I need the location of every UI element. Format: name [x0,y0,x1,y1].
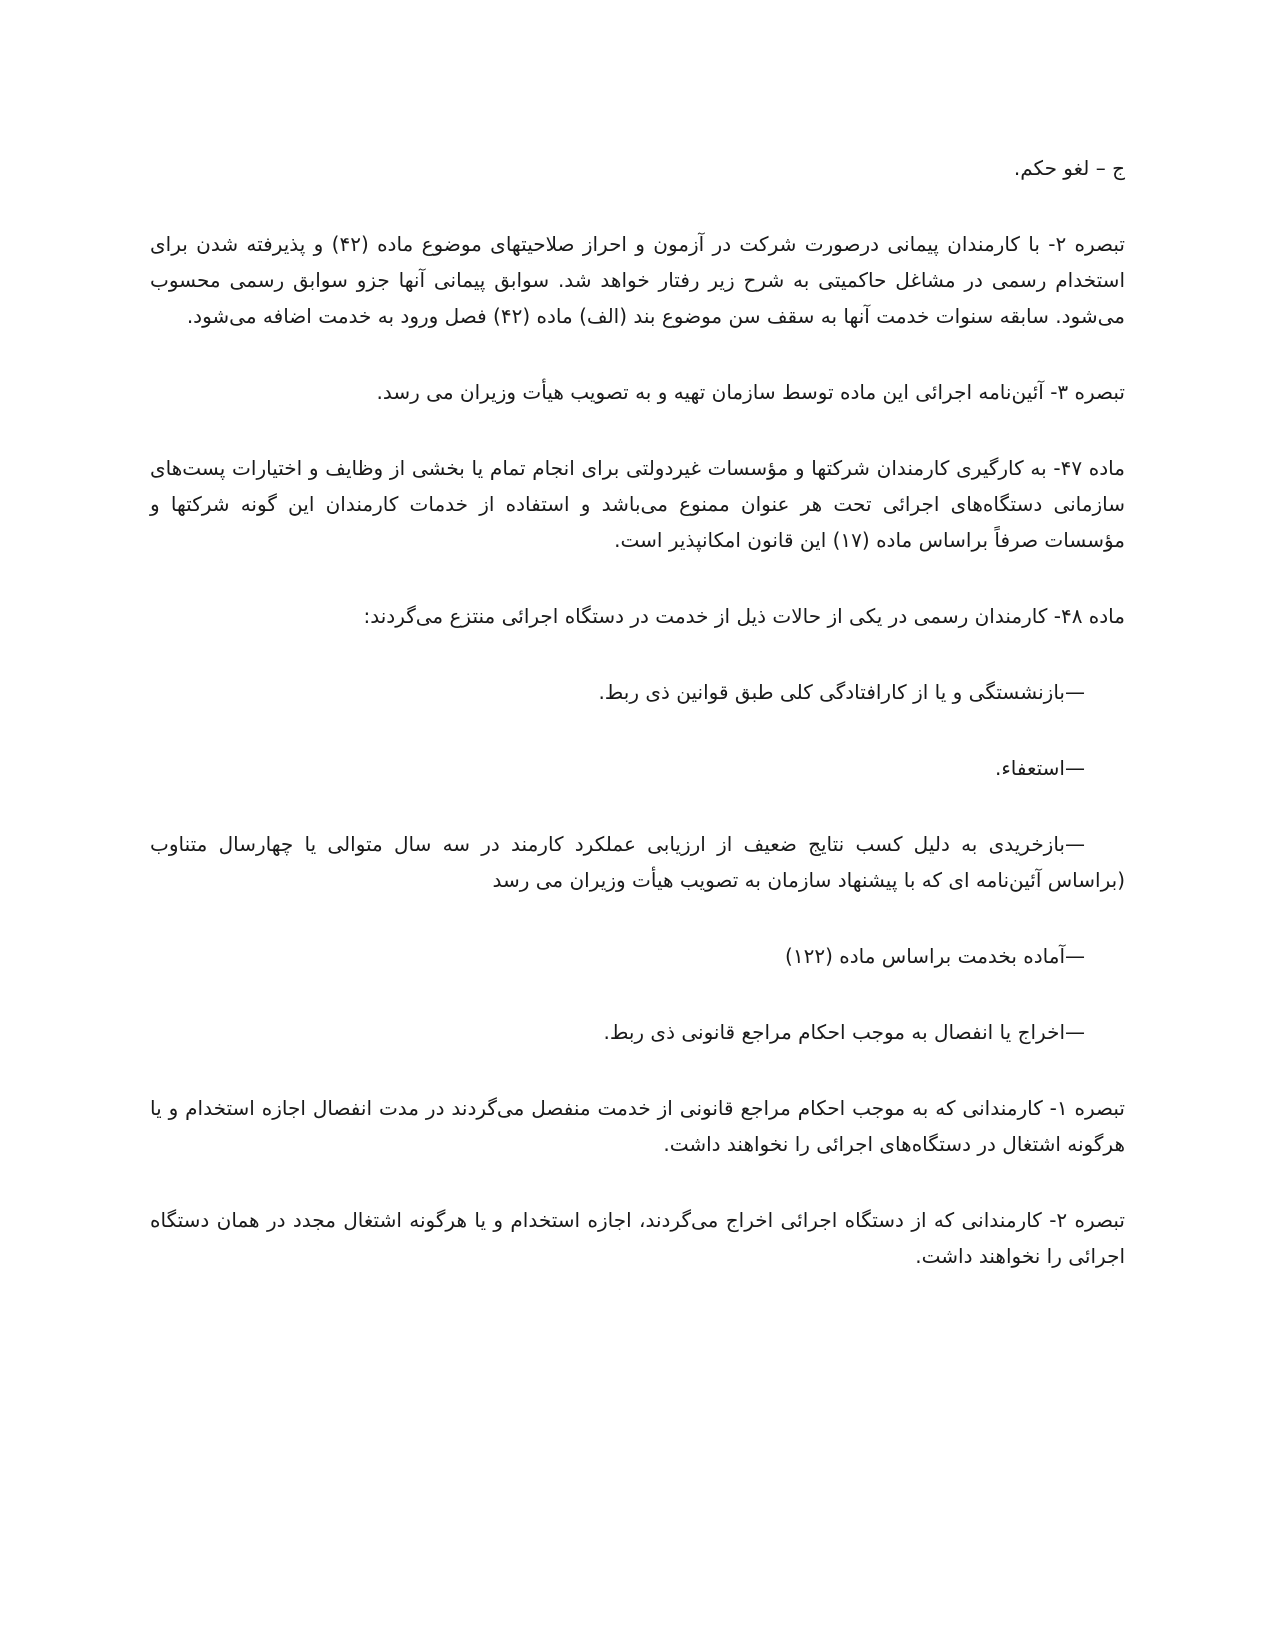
list-item-standby: —آماده بخدمت براساس ماده (۱۲۲) [785,944,1085,968]
list-item-retirement: —بازنشستگی و یا از کارافتادگی کلی طبق قوانین ذی ربط. [598,680,1085,704]
note-3-paragraph: تبصره ۳- آئین‌نامه اجرائی این ماده توسط سازمان تهیه و به تصویب هیأت وزیران می رسد. [376,380,1125,404]
list-item-buyout: —بازخریدی به دلیل کسب نتایج ضعیف از ارزیابی عملکرد کارمند در سه سال متوالی یا چهارسال متناوب (براساس آئین‌نامه ای که با پیشنهاد سازمان به تصویب هیأت وزیران می رسد [150,832,1125,892]
article-47-paragraph: ماده ۴۷- به کارگیری کارمندان شرکتها و مؤسسات غیردولتی برای انجام تمام یا بخشی از وظایف و اختیارات پست‌های سازمانی دستگاه‌های اجرائی تحت هر عنوان ممنوع می‌باشد و استفاده از خدمات کارمندان این گونه شرکتها و مؤسسات صرفاً براساس ماده (۱۷) این قانون امکانپذیر است. [150,456,1125,552]
note-2-paragraph: تبصره ۲- با کارمندان پیمانی درصورت شرکت در آزمون و احراز صلاحیتهای موضوع ماده (۴۲) و پذیرفته شدن برای استخدام رسمی در مشاغل حاکمیتی به شرح زیر رفتار خواهد شد. سوابق پیمانی آنها جزو سوابق رسمی محسوب می‌شود. سابقه سنوات خدمت آنها به سقف سن موضوع بند (الف) ماده (۴۲) فصل ورود به خدمت اضافه می‌شود. [150,232,1125,328]
note-1-paragraph: تبصره ۱- کارمندانی که به موجب احکام مراجع قانونی از خدمت منفصل می‌گردند در مدت انفصال اجازه استخدام و یا هرگونه اشتغال در دستگاه‌های اجرائی را نخواهند داشت. [150,1096,1125,1156]
clause-c-text: ج – لغو حکم. [1013,156,1125,180]
article-48-paragraph: ماده ۴۸- کارمندان رسمی در یکی از حالات ذیل از خدمت در دستگاه اجرائی منتزع می‌گردند: [363,604,1125,628]
list-item-resignation: —استعفاء. [995,756,1085,780]
document-body [150,150,1125,1314]
note-2-dismissal-paragraph: تبصره ۲- کارمندانی که از دستگاه اجرائی اخراج می‌گردند، اجازه استخدام و یا هرگونه اشتغال مجدد در همان دستگاه اجرائی را نخواهند داشت. [150,1208,1125,1268]
list-item-dismissal: —اخراج یا انفصال به موجب احکام مراجع قانونی ذی ربط. [603,1020,1085,1044]
